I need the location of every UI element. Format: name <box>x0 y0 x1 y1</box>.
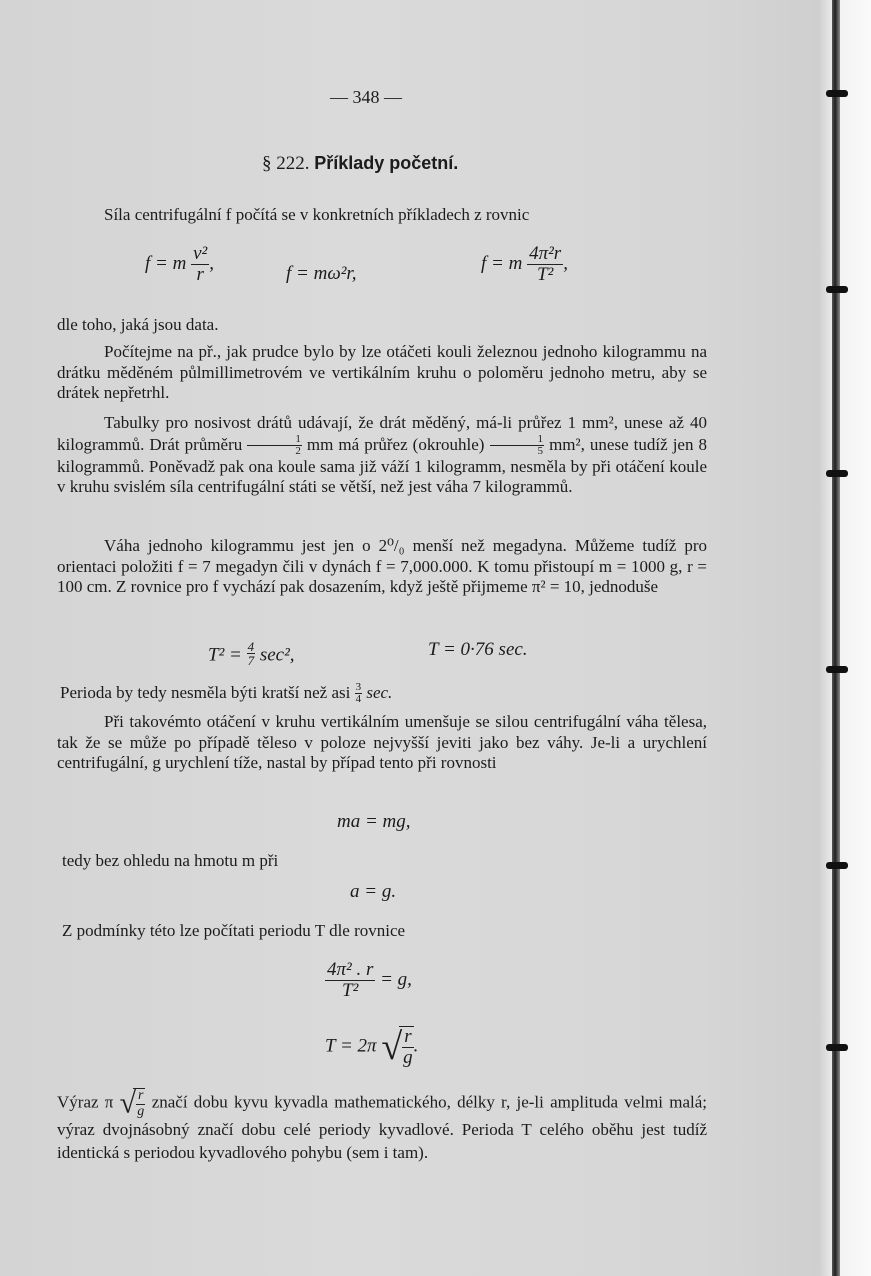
fraction-half: $\frac{1}{2}$ <box>247 434 302 457</box>
radical-sign: √ <box>119 1086 137 1120</box>
binding-hole <box>826 470 848 477</box>
page-binding-edge <box>832 0 840 1276</box>
square-root <box>120 1088 146 1119</box>
binding-hole <box>826 90 848 97</box>
condition-paragraph: Z podmínky této lze počítati periodu T dle rovnice <box>62 921 406 940</box>
pendulum-paragraph: Výraz π √ $\frac{r}{g}$ značí dobu kyvu kyvadla mathematického, délky r, je-li amplituda velmi malá; výraz dvojnásobný značí dobu celé periody kyvadlové. Perioda T celého oběhu jest tudíž identická s periodou kyvadlového pohybu (sem i tam). <box>57 1086 707 1162</box>
binding-hole <box>826 1044 848 1051</box>
binding-hole <box>826 666 848 673</box>
square-root <box>381 1026 413 1068</box>
equation-angular-velocity: f = mω²r, <box>286 263 357 284</box>
binding-hole <box>826 286 848 293</box>
fraction: $\frac{\text{4π² . r}}{\text{T²}}$ <box>327 959 374 1001</box>
fraction: $\frac{4}{7}$ <box>247 639 255 668</box>
section-number: § 222. <box>262 153 310 174</box>
equation-ma-mg: ma = mg, <box>337 811 411 832</box>
fraction: $\frac{r}{g}$ <box>137 1088 145 1119</box>
eq-lhs: f = m <box>145 252 187 274</box>
fraction-fifth: $\frac{1}{5}$ <box>490 434 545 457</box>
radical-sign: √ <box>381 1025 403 1068</box>
equation-period-condition: $\frac{\text{4π² . r}}{\text{T²}}$ = g, <box>327 959 412 1001</box>
fraction: $\frac{3}{4}$ <box>355 681 362 705</box>
fraction: $\frac{r}{g}$ <box>403 1026 413 1068</box>
section-heading <box>262 154 458 173</box>
binding-hole <box>826 862 848 869</box>
equation-period-squared: T² = $\frac{4}{7}$ sec², <box>208 639 295 668</box>
equation-period: f = m $\frac{\text{4π²r}}{\text{T²}}$ , <box>481 243 568 285</box>
data-paragraph: dle toho, jaká jsou data. <box>57 315 219 334</box>
equation-centripetal-velocity: f = m $\frac{\text{v²}}{r}$ , <box>145 243 214 285</box>
mass-paragraph: tedy bez ohledu na hmotu m při <box>62 851 279 870</box>
eq-lhs: f = m <box>481 252 523 274</box>
fraction: $\frac{\text{4π²r}}{\text{T²}}$ <box>529 243 562 285</box>
period-conclusion: Perioda by tedy nesměla býti kratší než asi $\frac{3}{4}$ sec. <box>60 681 393 705</box>
fraction: $\frac{\text{v²}}{r}$ <box>193 243 208 285</box>
page-number: — 348 — <box>330 87 402 107</box>
equation-period-value: T = 0·76 sec. <box>428 639 528 660</box>
section-title: Příklady početní. <box>314 153 459 173</box>
equation-period-result: T = 2π √ $\frac{r}{g}$ . <box>325 1025 419 1068</box>
tables-paragraph: Tabulky pro nosivost drátů udávají, že drát měděný, má-li průřez 1 mm², unese až 40 kilogrammů. Drát průměru $\frac{1}{2}$ mm má průřez (okrouhle) $\frac{1}{5}$ mm², unese tudíž jen 8 kilogrammů. Poněvadž pak ona koule sama již váží 1 kilogramm, nesměla by při otáčení koule v kruhu svislém síla centrifugální státi se větší, než jest váha 7 kilogrammů. <box>57 413 708 496</box>
intro-paragraph: Síla centrifugální f počítá se v konkretních příkladech z rovnic <box>104 205 530 224</box>
weight-paragraph: Váha jednoho kilogrammu jest jen o 2⁰/₀ menší než megadyna. Můžeme tudíž pro orientaci položiti f = 7 megadyn čili v dynách f = 7,000.000. K tomu přistoupí m = 1000 g, r = 100 cm. Z rovnice pro f vychází pak dosazením, když ještě přijmeme π² = 10, jednoduše <box>57 536 707 596</box>
problem-paragraph: Počítejme na př., jak prudce bylo by lze otáčeti kouli železnou jednoho kilogrammu na drátku měděném půlmillimetrovém ve vertikálním kruhu o poloměru jednoho metru, aby se drátek nepřetrhl. <box>57 342 707 402</box>
weightless-paragraph: Při takovémto otáčení v kruhu vertikálním umenšuje se silou centrifugální váha tělesa, tak že se může po případě těleso v poloze nejvyšší jeviti jako bez váhy. Je-li a urychlení centrifugální, g urychlení tíže, nastal by případ tento při rovnosti <box>57 712 707 772</box>
equation-a-g: a = g. <box>350 881 397 902</box>
